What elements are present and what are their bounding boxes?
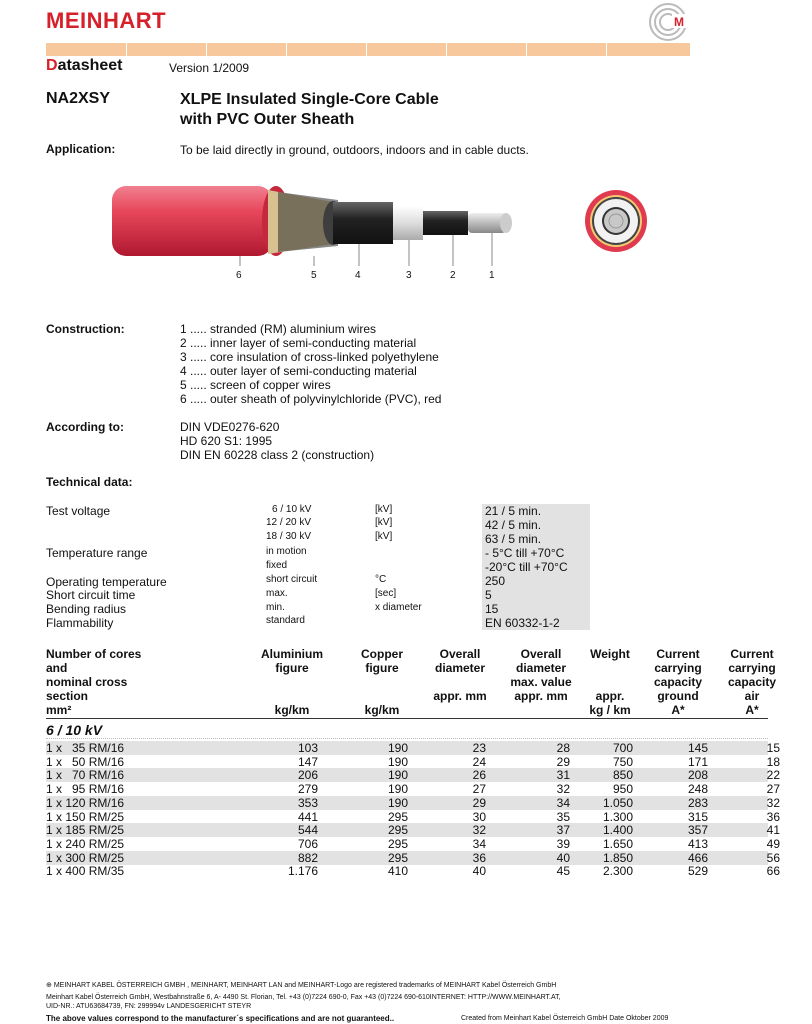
row-cross-section: 1 x 150 RM/25 [46,809,125,824]
table-cell: 27 [766,782,780,797]
temp-value: -20°C till +70°C [485,560,568,574]
figure-number: 6 [236,270,242,281]
according-label: According to: [46,420,124,434]
standard-item: HD 620 S1: 1995 [180,434,273,448]
table-cell: 49 [766,836,780,851]
table-cell: 147 [297,754,318,769]
column-header-line: air [744,689,760,703]
application-label: Application: [46,142,116,156]
table-cell: 544 [297,823,318,838]
row-cross-section: 1 x 95 RM/16 [46,782,125,797]
column-header-line: appr. mm [514,689,568,703]
table-cell: 28 [556,741,570,755]
company-registration: UID-NR.: ATU63684739, FN: 299994v LANDESGERICHT STEYR [46,1003,252,1010]
table-cell: 315 [687,809,708,824]
table-cell: 32 [556,782,570,797]
tv-unit: [kV] [375,517,393,528]
table-cell: 29 [556,754,570,769]
column-header-line: kg/km [364,703,400,717]
svg-text:M: M [674,15,684,29]
company-address: Meinhart Kabel Österreich GmbH, Westbahnstraße 6, A- 4490 St. Florian, Tel. +43 (0)7224 690-0, Fax +43 (0)7224 690-610INTERNET: HTTP://WWW.MEINHART.AT, [46,994,561,1001]
table-cell: 34 [556,795,570,810]
figure-number: 1 [489,270,495,281]
column-header-line: capacity [727,675,777,689]
column-header-line: A* [671,703,685,717]
tech-row-label: Bending radius [46,602,127,616]
row-cross-section: 1 x 185 RM/25 [46,823,125,838]
standard-item: DIN VDE0276-620 [180,420,280,434]
table-cell: 145 [687,741,708,755]
column-header-line: appr. [595,689,625,703]
table-cell: 750 [612,754,633,769]
tv-unit: [kV] [375,531,393,542]
table-cell: 466 [687,850,708,865]
column-header-line: Copper [361,647,403,661]
column-header-line: capacity [653,675,703,689]
table-cell: 40 [556,850,570,865]
datasheet-title: Datasheet [46,57,123,74]
row-cross-section: 1 x 50 RM/16 [46,754,125,769]
header-orange-bar [46,43,690,56]
construction-item: 6 ..... outer sheath of polyvinylchloride (PVC), red [180,392,442,406]
temp-mode: in motion [266,546,307,557]
table-cell: 295 [387,836,408,851]
column-header-line: kg / km [589,703,631,717]
table-cell: 31 [556,768,570,783]
table-cell: 34 [472,836,486,851]
table-cell: 950 [612,782,633,797]
table-cell: 45 [556,864,570,879]
column-header-line: Overall [520,647,562,661]
construction-item: 4 ..... outer layer of semi-conducting material [180,364,417,378]
created-note: Created from Meinhart Kabel Österreich GmbH Date Oktober 2009 [461,1015,669,1022]
construction-item: 5 ..... screen of copper wires [180,378,331,392]
column-header-line: kg/km [274,703,310,717]
column-header-line: section [46,689,89,703]
disclaimer: The above values correspond to the manufacturer´s specifications and are not guaranteed.. [46,1014,395,1023]
row-cross-section: 1 x 70 RM/16 [46,768,125,783]
table-cell: 36 [472,850,486,865]
column-header-line: max. value [510,675,572,689]
column-header-line: carrying [728,661,776,675]
temp-range-label: Temperature range [46,546,148,560]
table-cell: 295 [387,823,408,838]
column-header-line: A* [745,703,759,717]
row-cross-section: 1 x 300 RM/25 [46,850,125,865]
column-header-line: Weight [590,647,630,661]
table-cell: 413 [687,836,708,851]
tech-row-unit: °C [375,574,387,585]
construction-item: 3 ..... core insulation of cross-linked polyethylene [180,350,439,364]
table-cell: 410 [387,864,408,879]
table-cell: 103 [297,741,318,755]
trademark-notice: ⊕ MEINHART KABEL ÖSTERREICH GMBH , MEINHART, MEINHART LAN and MEINHART-Logo are registered trademarks of MEINHART Kabel Österreich GmbH [46,982,557,989]
figure-number: 5 [311,270,317,281]
table-cell: 41 [766,823,780,838]
table-cell: 248 [687,782,708,797]
table-cell: 32 [472,823,486,838]
table-cell: 1.176 [287,864,318,879]
table-cell: 279 [297,782,318,797]
tv-unit: [kV] [375,504,393,515]
application-text: To be laid directly in ground, outdoors, indoors and in cable ducts. [180,143,529,157]
table-cell: 40 [472,864,486,879]
table-cell: 29 [472,795,486,810]
technical-label: Technical data: [46,475,133,489]
tech-row-unit: [sec] [375,588,397,599]
table-cell: 32 [766,795,780,810]
table-cell: 1.300 [602,809,633,824]
tech-row-value: 15 [485,602,499,616]
construction-list [180,322,441,406]
table-cell: 22 [766,768,780,783]
table-cell: 18 [766,754,780,769]
tv-value: 63 / 5 min. [485,532,542,546]
tech-row-unit: x diameter [375,602,422,613]
tech-row-condition: min. [266,602,285,613]
table-cell: 700 [612,741,633,755]
table-cell: 441 [297,809,318,824]
tech-row-value: EN 60332-1-2 [485,616,560,630]
tech-row-label: Flammability [46,616,114,630]
table-cell: 882 [297,850,318,865]
test-voltage-label: Test voltage [46,504,111,518]
version-label: Version 1/2009 [169,61,250,75]
cable-cross-section [584,189,648,253]
group-divider [46,738,768,739]
table-cell: 1.850 [602,850,633,865]
column-header-line: Aluminium [261,647,323,661]
according-list [180,420,374,462]
column-header-line: figure [365,661,399,675]
column-header-line: carrying [654,661,702,675]
column-header-line: Number of cores [46,647,142,661]
figure-number: 2 [450,270,456,281]
tv-rated: 6 / 10 kV [272,504,312,515]
column-header-line: diameter [434,661,486,675]
cable-illustration [108,180,528,280]
tv-value: 21 / 5 min. [485,504,542,518]
meinhart-emblem-icon [648,2,692,42]
table-cell: 171 [687,754,708,769]
product-code: NA2XSY [46,90,111,107]
table-cell: 190 [387,741,408,755]
table-cell: 529 [687,864,708,879]
tech-row-condition: max. [266,588,288,599]
header-divider [46,718,768,719]
table-cell: 66 [766,864,780,879]
column-header-line: Overall [439,647,481,661]
table-cell: 23 [472,741,486,755]
table-cell: 190 [387,768,408,783]
table-cell: 190 [387,782,408,797]
table-cell: 24 [472,754,486,769]
table-cell: 30 [472,809,486,824]
table-cell: 36 [766,809,780,824]
table-cell: 35 [556,809,570,824]
column-header-line: Current [730,647,774,661]
tech-row-value: 5 [485,588,492,602]
table-cell: 295 [387,809,408,824]
tech-row-value: 250 [485,574,506,588]
table-cell: 1.050 [602,795,633,810]
table-cell: 353 [297,795,318,810]
table-cell: 190 [387,795,408,810]
product-name: XLPE Insulated Single-Core Cable with PVC Outer Sheath [180,91,439,128]
tech-row-label: Operating temperature [46,575,167,589]
table-cell: 26 [472,768,486,783]
column-header-line: diameter [515,661,567,675]
table-cell: 206 [297,768,318,783]
column-header-line: and [46,661,68,675]
construction-label: Construction: [46,322,125,336]
voltage-group-heading: 6 / 10 kV [46,722,103,738]
tech-row-condition: standard [266,615,305,626]
tech-row-label: Short circuit time [46,588,136,602]
table-cell: 2.300 [602,864,633,879]
table-cell: 208 [687,768,708,783]
column-header-line: ground [657,689,699,703]
brand-logo: MEINHART [46,8,167,33]
column-header-line: mm² [46,703,72,717]
table-cell: 706 [297,836,318,851]
construction-item: 2 ..... inner layer of semi-conducting material [180,336,417,350]
table-cell: 56 [766,850,780,865]
table-cell: 39 [556,836,570,851]
tv-value: 42 / 5 min. [485,518,542,532]
temp-mode: fixed [266,560,288,571]
table-cell: 1.400 [602,823,633,838]
construction-item: 1 ..... stranded (RM) aluminium wires [180,322,377,336]
standard-item: DIN EN 60228 class 2 (construction) [180,448,375,462]
temp-value: - 5°C till +70°C [485,546,565,560]
figure-number: 3 [406,270,412,281]
row-cross-section: 1 x 400 RM/35 [46,864,125,879]
column-header-line: Current [656,647,700,661]
tech-row-condition: short circuit [266,574,318,585]
table-cell: 27 [472,782,486,797]
table-cell: 15 [766,741,780,755]
table-cell: 1.650 [602,836,633,851]
row-cross-section: 1 x 120 RM/16 [46,795,125,810]
tv-rated: 12 / 20 kV [266,517,312,528]
table-cell: 850 [612,768,633,783]
column-header-line: nominal cross [46,675,128,689]
table-cell: 295 [387,850,408,865]
row-cross-section: 1 x 35 RM/16 [46,741,125,755]
column-header-line: figure [275,661,309,675]
table-cell: 190 [387,754,408,769]
row-cross-section: 1 x 240 RM/25 [46,836,125,851]
table-cell: 37 [556,823,570,838]
column-header-line: appr. mm [433,689,487,703]
table-cell: 357 [687,823,708,838]
table-cell: 283 [687,795,708,810]
tv-rated: 18 / 30 kV [266,531,312,542]
figure-number: 4 [355,270,361,281]
